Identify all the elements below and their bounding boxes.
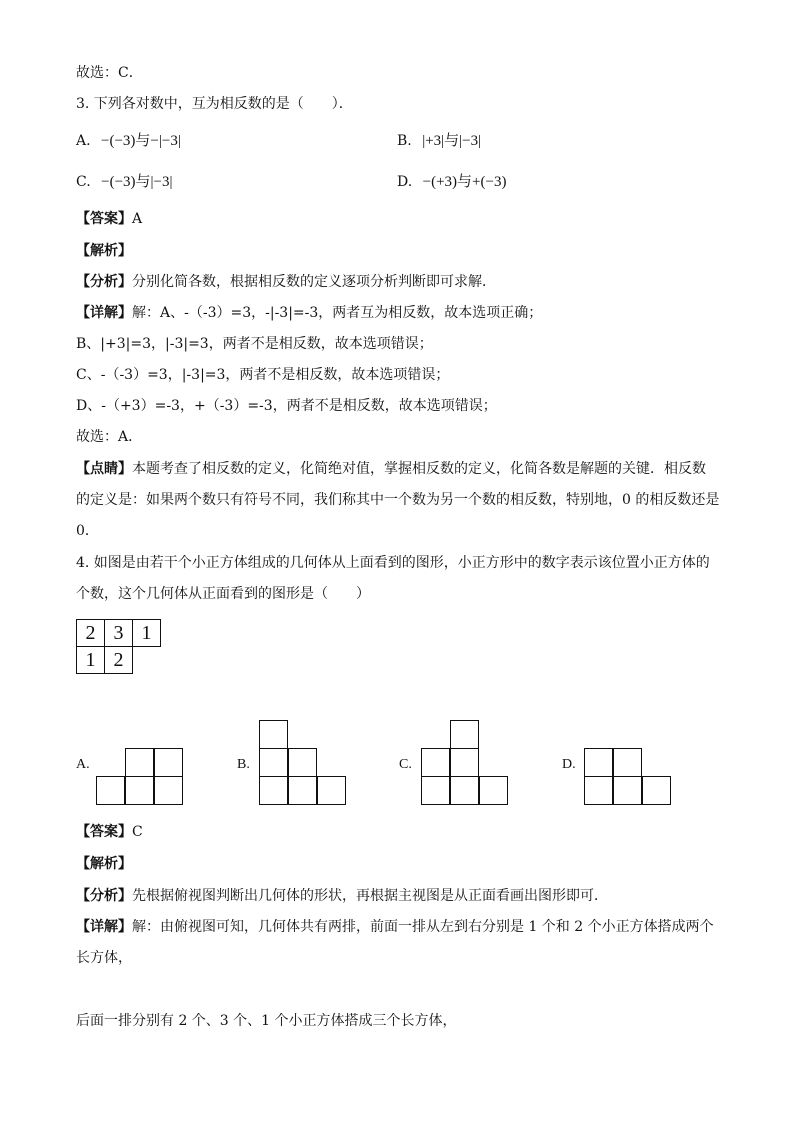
text-line: D、-（+3）=-3，+（-3）=-3，两者不是相反数，故本选项错误； [76, 398, 497, 414]
cube-square [642, 776, 671, 805]
cube-square [421, 748, 450, 777]
q3-option-a [76, 132, 181, 150]
grid-cell: 1 [76, 646, 105, 674]
answer-tag: 【答案】 [76, 211, 132, 227]
cube-square [259, 776, 288, 805]
text-line: 个数，这个几何体从正面看到的图形是（ ） [76, 586, 370, 602]
cube-square [479, 776, 508, 805]
cube-square [450, 720, 479, 749]
answer-value: C [132, 824, 143, 840]
cube-square [125, 748, 154, 777]
analysis-tag: 【分析】 [76, 274, 132, 290]
detail-tag: 【详解】 [76, 919, 132, 935]
comment-text: 本题考查了相反数的定义，化简绝对值，掌握相反数的定义，化简各数是解题的关键．相反数 [132, 461, 706, 477]
text-line: 后面一排分别有 2 个、3 个、1 个小正方体搭成三个长方体， [76, 1013, 457, 1029]
cube-square [259, 720, 288, 749]
cube-square [584, 748, 613, 777]
cube-square [154, 748, 183, 777]
text-line: 0． [76, 523, 99, 539]
figure-label-d: D. [562, 757, 576, 772]
text-line: C、-（-3）=3，|-3|=3，两者不是相反数，故本选项错误； [76, 367, 450, 383]
option-label: D. [397, 174, 413, 190]
text-line: B、|+3|=3，|-3|=3，两者不是相反数，故本选项错误； [76, 336, 433, 352]
cube-square [125, 776, 154, 805]
cube-square [613, 776, 642, 805]
analysis-heading: 【解析】 [76, 856, 132, 872]
cube-square [317, 776, 346, 805]
answer-value: A [132, 211, 143, 227]
text-line: 长方体， [76, 950, 132, 966]
cube-square [288, 776, 317, 805]
analysis-line [76, 273, 496, 291]
option-math: −(−3)与|−3| [101, 174, 173, 190]
question-3: 3. 下列各对数中，互为相反数的是（ ）． [76, 96, 353, 112]
figure-label-a: A. [76, 757, 90, 772]
detail-text: 解：A、-（-3）=3，-|-3|=-3，两者互为相反数，故本选项正确； [132, 305, 543, 321]
analysis-tag: 【分析】 [76, 888, 132, 904]
cube-square [154, 776, 183, 805]
comment-tag: 【点睛】 [76, 461, 132, 477]
grid-cell: 2 [76, 619, 105, 647]
answer-line [76, 823, 143, 841]
cube-square [421, 776, 450, 805]
analysis-line [76, 887, 608, 905]
cube-square [450, 776, 479, 805]
question-4: 4. 如图是由若干个小正方体组成的几何体从上面看到的图形，小正方形中的数字表示该位置小正方体的 [76, 555, 710, 571]
cube-square [259, 748, 288, 777]
q3-option-c [76, 173, 173, 191]
figure-label-b: B. [237, 757, 250, 772]
analysis-heading: 【解析】 [76, 243, 132, 259]
detail-text: 解：由俯视图可知，几何体共有两排，前面一排从左到右分别是 1 个和 2 个小正方体搭成两个 [132, 919, 714, 935]
analysis-text: 分别化简各数，根据相反数的定义逐项分析判断即可求解． [132, 274, 496, 290]
text-line: 故选：C． [76, 65, 143, 81]
cube-square [613, 748, 642, 777]
grid-cell: 2 [104, 646, 133, 674]
detail-line [76, 304, 542, 322]
analysis-text: 先根据俯视图判断出几何体的形状，再根据主视图是从正面看画出图形即可． [132, 888, 608, 904]
q3-option-d [397, 173, 506, 191]
text-line: 的定义是：如果两个数只有符号不同，我们称其中一个数为另一个数的相反数，特别地，0 的相反数还是 [76, 492, 720, 508]
cube-square [288, 748, 317, 777]
detail-line [76, 918, 714, 936]
detail-tag: 【详解】 [76, 305, 132, 321]
option-math: |+3|与|−3| [422, 133, 482, 149]
grid-cell: 1 [132, 619, 161, 647]
option-label: C. [76, 174, 91, 190]
comment-line [76, 460, 706, 478]
option-label: B. [397, 133, 412, 149]
text-line: 故选：A． [76, 429, 143, 445]
cube-square [584, 776, 613, 805]
cube-square [96, 776, 125, 805]
option-math: −(+3)与+(−3) [422, 174, 507, 190]
option-math: −(−3)与−|−3| [101, 133, 181, 149]
answer-tag: 【答案】 [76, 824, 132, 840]
q3-option-b [397, 132, 481, 150]
answer-line [76, 210, 142, 228]
figure-label-c: C. [399, 757, 412, 772]
grid-cell: 3 [104, 619, 133, 647]
option-label: A. [76, 133, 91, 149]
cube-square [450, 748, 479, 777]
